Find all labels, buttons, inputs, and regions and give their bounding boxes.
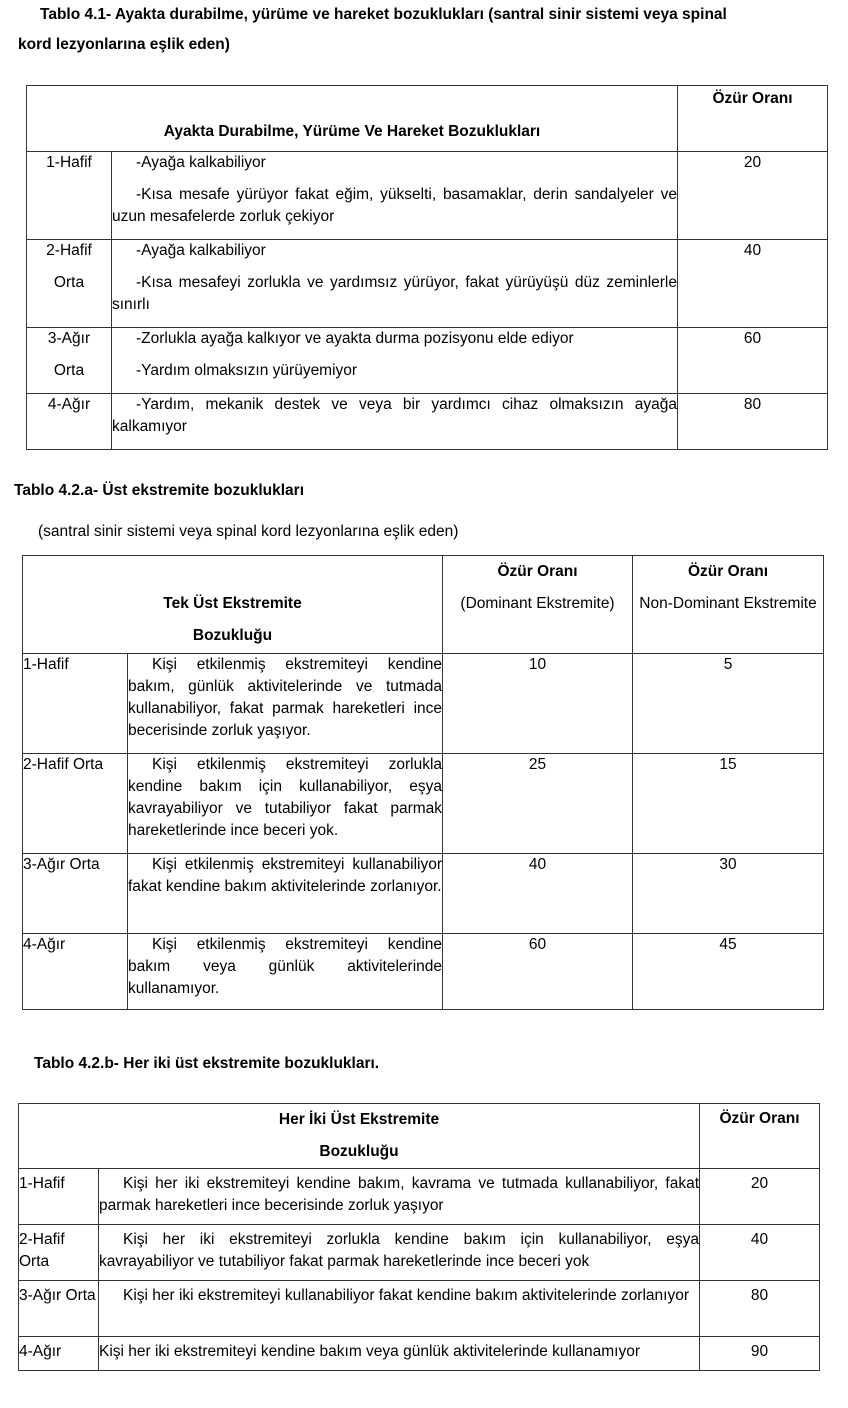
table-header-row (19, 1104, 820, 1169)
table-4-2a (22, 555, 824, 1010)
row-rate: 20 (678, 152, 828, 240)
row-description (112, 152, 678, 240)
row-description (99, 1281, 700, 1337)
row-rate-non-dominant: 15 (633, 754, 824, 854)
row-rate-non-dominant: 30 (633, 854, 824, 934)
table-row (19, 1225, 820, 1281)
level-line: Orta (53, 362, 85, 379)
desc-line: -Kısa mesafe yürüyor fakat eğim, yükselti, basamaklar, derin sandalyeler ve uzun mesafelerde zorluk çekiyor (112, 186, 677, 225)
row-rate-non-dominant: 5 (633, 654, 824, 754)
level-line: 1-Hafif (46, 154, 92, 171)
header-main-label: Ayakta Durabilme, Yürüme Ve Hareket Bozuklukları (163, 123, 541, 140)
header-dominant (443, 556, 633, 654)
desc-line: -Kısa mesafeyi zorlukla ve yardımsız yürüyor, fakat yürüyüşü düz zeminlerle sınırlı (112, 274, 677, 313)
level-line: 2-Hafif (46, 242, 92, 259)
row-level: 4-Ağır (19, 1337, 99, 1371)
row-description (112, 394, 678, 450)
row-description (128, 934, 443, 1010)
row-rate: 80 (700, 1281, 820, 1337)
header-main-line: Her İki Üst Ekstremite (278, 1111, 440, 1128)
table-row (27, 152, 828, 240)
row-level: 1-Hafif (23, 654, 128, 754)
header-rate-label: Özür Oranı (712, 90, 793, 107)
table-row (19, 1169, 820, 1225)
header-non-dominant (633, 556, 824, 654)
table-row (27, 328, 828, 394)
table-row (23, 854, 824, 934)
desc-line: Kişi etkilenmiş ekstremiteyi zorlukla kendine bakım için kullanabiliyor, eşya kavrayabiliyor ve tutabiliyor fakat parmak hareketlerinde ince beceri yok. (128, 756, 443, 839)
desc-line: -Zorlukla ayağa kalkıyor ve ayakta durma pozisyonu elde ediyor (136, 330, 574, 347)
row-rate-non-dominant: 45 (633, 934, 824, 1010)
table-4-2b (18, 1103, 820, 1371)
table-row (23, 754, 824, 854)
header-her-iki-ust-ekstremite (19, 1104, 700, 1169)
level-line: Orta (53, 274, 85, 291)
header-main-line: Bozukluğu (192, 627, 273, 644)
desc-line: Kişi etkilenmiş ekstremiteyi kendine bakım, günlük aktivitelerinde ve tutmada kullanabiliyor, fakat parmak hareketleri ince becerisinde zorluk yaşıyor. (128, 656, 443, 739)
table-row (19, 1281, 820, 1337)
row-description (99, 1225, 700, 1281)
row-level: 3-Ağır Orta (19, 1281, 99, 1337)
level-line: 3-Ağır (47, 330, 91, 347)
desc-line: Kişi etkilenmiş ekstremiteyi kendine bakım veya günlük aktivitelerinde kullanamıyor. (128, 936, 443, 997)
row-rate-dominant: 10 (443, 654, 633, 754)
row-level (27, 328, 112, 394)
row-description (112, 240, 678, 328)
row-description (99, 1337, 700, 1371)
level-line: 4-Ağır (47, 396, 91, 413)
row-level: 2-Hafif Orta (19, 1225, 99, 1281)
table-4-1-title (18, 0, 830, 60)
table-4-2a-title: Tablo 4.2.a- Üst ekstremite bozuklukları (14, 482, 304, 499)
header-rate (678, 86, 828, 152)
desc-line: -Yardım olmaksızın yürüyemiyor (136, 362, 358, 379)
header-main-line: Bozukluğu (319, 1143, 399, 1160)
row-level: 4-Ağır (23, 934, 128, 1010)
row-description (128, 754, 443, 854)
row-level (27, 240, 112, 328)
header-rate-label: Özür Oranı (497, 563, 578, 580)
row-rate-dominant: 25 (443, 754, 633, 854)
table-row (23, 654, 824, 754)
row-rate: 20 (700, 1169, 820, 1225)
row-rate: 90 (700, 1337, 820, 1371)
desc-line: -Ayağa kalkabiliyor (136, 154, 266, 171)
header-rate-label: Özür Oranı (719, 1110, 800, 1127)
desc-line: Kişi her iki ekstremiteyi zorlukla kendine bakım için kullanabiliyor, eşya kavrayabiliyor ve tutabiliyor fakat parmak hareketlerinde ince beceri yok (99, 1231, 699, 1270)
header-ayakta-durabilme (27, 86, 678, 152)
header-dominant-label: (Dominant Ekstremite) (460, 595, 615, 612)
table-4-1-title-line1: Tablo 4.1- Ayakta durabilme, yürüme ve hareket bozuklukları (santral sinir sistemi veya spinal (40, 6, 727, 23)
desc-line: Kişi etkilenmiş ekstremiteyi kullanabiliyor fakat kendine bakım aktivitelerinde zorlanıyor. (128, 856, 443, 895)
desc-line: Kişi her iki ekstremiteyi kendine bakım, kavrama ve tutmada kullanabiliyor, fakat parmak hareketleri ince becerisinde zorluk yaşıyor (99, 1175, 699, 1214)
row-rate: 60 (678, 328, 828, 394)
row-rate: 80 (678, 394, 828, 450)
row-description (128, 654, 443, 754)
table-4-2a-subtitle: (santral sinir sistemi veya spinal kord lezyonlarına eşlik eden) (38, 523, 459, 540)
table-4-2b-title: Tablo 4.2.b- Her iki üst ekstremite bozuklukları. (34, 1055, 380, 1072)
table-row (23, 934, 824, 1010)
row-rate-dominant: 60 (443, 934, 633, 1010)
header-tek-ust-ekstremite (23, 556, 443, 654)
row-rate: 40 (678, 240, 828, 328)
desc-line: -Yardım, mekanik destek ve veya bir yardımcı cihaz olmaksızın ayağa kalkamıyor (112, 396, 677, 435)
row-level (27, 152, 112, 240)
table-row (19, 1337, 820, 1371)
header-rate-label: Özür Oranı (687, 563, 769, 580)
row-level: 3-Ağır Orta (23, 854, 128, 934)
row-rate-dominant: 40 (443, 854, 633, 934)
header-rate (700, 1104, 820, 1169)
table-header-row (23, 556, 824, 654)
row-description (99, 1169, 700, 1225)
desc-line: Kişi her iki ekstremiteyi kendine bakım veya günlük aktivitelerinde kullanamıyor (99, 1343, 641, 1360)
desc-line: Kişi her iki ekstremiteyi kullanabiliyor fakat kendine bakım aktivitelerinde zorlanıyor (123, 1287, 689, 1304)
row-rate: 40 (700, 1225, 820, 1281)
header-main-line: Tek Üst Ekstremite (163, 595, 302, 612)
desc-line: -Ayağa kalkabiliyor (136, 242, 266, 259)
table-row (27, 240, 828, 328)
row-level: 1-Hafif (19, 1169, 99, 1225)
row-description (112, 328, 678, 394)
row-level: 2-Hafif Orta (23, 754, 128, 854)
row-level (27, 394, 112, 450)
table-row (27, 394, 828, 450)
table-header-row (27, 86, 828, 152)
table-4-1 (26, 85, 828, 450)
header-non-dominant-label: Non-Dominant Ekstremite (639, 595, 817, 612)
table-4-1-title-line2: kord lezyonlarına eşlik eden) (18, 36, 230, 53)
row-description (128, 854, 443, 934)
